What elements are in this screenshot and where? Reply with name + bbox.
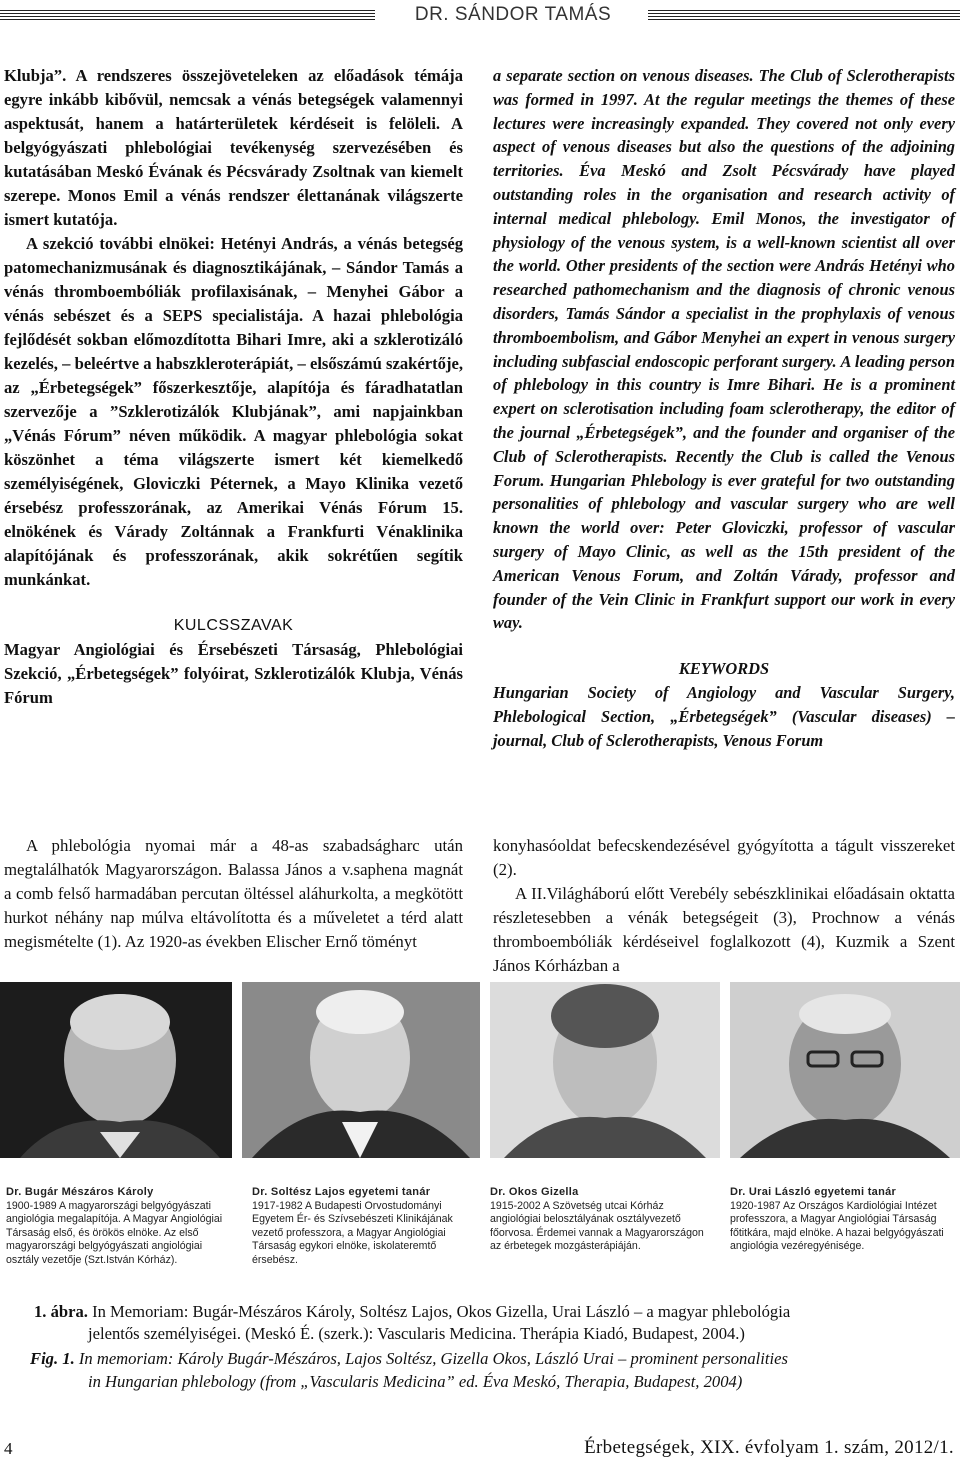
body-text-right — [493, 834, 955, 978]
photo-caption-4 — [730, 1186, 955, 1254]
keywords-heading-en: KEYWORDS — [678, 659, 770, 679]
photo-caption-3-name: Dr. Okos Gizella — [490, 1186, 579, 1198]
portrait-photo-bugar-meszaros — [0, 982, 232, 1158]
abstract-hu-paragraph-2: A szekció további elnökei: Hetényi András, a vénás betegség patomechanizmusának és diagnosztikájának, – Sándor Tamás a vénás thromboembóliák profilaxisának, – Menyhei Gábor a vénás sebészet és a SEPS specialistája. A hazai phlebológia fejlődését sokban előmozdította Bihari Imre, aki a szklerotizáló kezelés, – beleértve a habszkleroterápiát, – elsőszámú szakértője, az „Érbetegségek” főszerkesztője, alapítója és fáradhatatlan szervezője a ”Szklerotizálók Klubjának”, ami napjainkban „Vénás Fórum” néven működik. A magyar phlebológia sokat köszönhet a téma világszerte ismert két kiemelkedő személyiségének, Gloviczki Péternek, a Mayo Klinika vezető érsebész professzorának, az Amerikai Vénás Fórum 15. elnökének és Várady Zoltánnak a Frankfurti Vénaklinika alapítójának és professzorának, akik sokrétűen segítik munkánkat. — [4, 234, 463, 589]
body-right-paragraph-2: A II.Világháború előtt Verebély sebészklinikai előadásain oktatta részletesebben a vénák betegségeit (3), Prochnow a vénás thromboembóliák kérdéseivel foglalkozott (4), Kuzmik a Szent János Kórházban a — [493, 884, 955, 975]
portrait-photos — [0, 982, 960, 1158]
figure-caption-hu-line-1 — [34, 1301, 790, 1323]
portrait-captions — [0, 1186, 960, 1296]
body-right-paragraph-1: konyhasóoldat befecskendezésével gyógyította a tágult visszereket (2). — [493, 836, 955, 879]
photo-caption-4-name: Dr. Urai László egyetemi tanár — [730, 1186, 897, 1198]
running-title: DR. SÁNDOR TAMÁS — [414, 4, 612, 25]
photo-caption-1-name: Dr. Bugár Mészáros Károly — [6, 1186, 154, 1198]
keywords-heading-hu: KULCSSZAVAK — [173, 617, 294, 634]
figure-label-hu: 1. ábra. — [34, 1302, 88, 1321]
abstract-hu-paragraph-1: Klubja”. A rendszeres összejöveteleken az előadások témája egyre inkább kibővül, nemcsak a vénás betegségek valamennyi aspektusát, hanem a határterületek kérdéseit is felöleli. A belgyógyászati phlebológiai tevékenység szervezésében és kutatásában Meskó Évának és Pécsvárady Zsoltnak van kiemelt szerepe. Monos Emil a vénás rendszer élettanának világszerte ismert kutatója. — [4, 66, 463, 229]
portrait-photo-urai — [730, 982, 960, 1158]
body-text-left — [4, 834, 463, 954]
abstract-hungarian — [4, 64, 463, 710]
header-rule-right — [648, 10, 960, 22]
abstract-en-paragraph: a separate section on venous diseases. The Club of Sclerotherapists was formed in 1997. At the regular meetings the themes of these lectures were increasingly expanded. They covered not only every aspect of venous diseases but also the questions of the adjoining territories. Éva Meskó and Zsolt Pécsvárady have played outstanding roles in the organisation and research activity of internal medical phlebology. Emil Monos, the investigator of physiology of the venous system, is a well-known scientist all over the world. Other presidents of the section were András Hetényi who researched pathomechanism and the diagnosis of chronic venous disorders, Tamás Sándor a specialist in the prophylaxis of venous thromboembolism, and Gábor Menyhei an expert in venous surgery including subfascial endoscopic perforant surgery. A leading person of phlebology in this country is Imre Bihari. He is a prominent expert on sclerotisation including foam sclerotherapy, the editor of the journal „Érbetegségek”, and the founder and organiser of the Club of Sclerotherapists. Recently the Club is called the Venous Forum. Hungarian Phlebology is ever grateful for two outstanding personalities of phlebology and vascular surgery who are well known the world over: Peter Gloviczki, professor of vascular surgery of Mayo Clinic, as well as the 15th president of the American Venous Forum, and Zoltán Várady, professor and founder of the Vein Clinic in Frankfurt support our work in every way. — [493, 66, 955, 633]
photo-caption-2-name: Dr. Soltész Lajos egyetemi tanár — [252, 1186, 431, 1198]
journal-footer: Érbetegségek, XIX. évfolyam 1. szám, 2012/1. — [584, 1437, 954, 1458]
figure-caption-en-line-1 — [30, 1348, 788, 1370]
portrait-photo-okos-gizella — [490, 982, 720, 1158]
photo-caption-4-text: 1920-1987 Az Országos Kardiológiai Intézet professzora, a Magyar Angiológiai Társaság főtitkára, majd elnöke. A hazai belgyógyászati angiológia vezéregyénisége. — [730, 1199, 944, 1253]
keywords-en: Hungarian Society of Angiology and Vascular Surgery, Phlebological Section, „Érbetegségek” (Vascular diseases) – journal, Club of Sclerotherapists, Venous Forum — [493, 682, 955, 750]
body-left-paragraph: A phlebológia nyomai már a 48-as szabadságharc után megtalálhatók Magyarországon. Balassa János a v.saphena magnát a comb felső harmadában percutan öltéssel aláhurkolta, a megkötött hurkot néhány nap múlva eltávolította és a műveletet a térd alatt megismételte (1). Az 1920-as években Elischer Ernő töményt — [4, 836, 463, 951]
portrait-photo-soltesz — [242, 982, 480, 1158]
photo-caption-3-text: 1915-2002 A Szövetség utcai Kórház angiológiai belosztályának osztályvezető főorvosa. Érdemei vannak a Magyarországon az érbetegek mozgásterápiáján. — [490, 1199, 704, 1253]
figure-caption-en-line-2: in Hungarian phlebology (from „Vascularis Medicina” ed. Éva Meskó, Therapia, Budapest, 2004) — [88, 1372, 743, 1391]
abstract-english — [493, 64, 955, 752]
photo-caption-2 — [252, 1186, 477, 1268]
header-rule-left — [0, 10, 375, 22]
figure-caption-en-text-1: In memoriam: Károly Bugár-Mészáros, Lajos Soltész, Gizella Okos, László Urai – prominent personalities — [74, 1349, 788, 1368]
keywords-hu: Magyar Angiológiai és Érsebészeti Társaság, Phlebológiai Szekció, „Érbetegségek” folyóirat, Szklerotizálók Klubja, Vénás Fórum — [4, 640, 463, 707]
photo-caption-3 — [490, 1186, 715, 1254]
photo-caption-1 — [6, 1186, 228, 1268]
figure-caption-hu-line-2: jelentős személyiségei. (Meskó É. (szerk.): Vascularis Medicina. Therápia Kiadó, Budapest, 2004.) — [88, 1324, 745, 1343]
figure-label-en: Fig. 1. — [30, 1349, 75, 1368]
page-number: 4 — [4, 1439, 13, 1458]
photo-caption-1-text: 1900-1989 A magyarországi belgyógyászati angiológia megalapítója. A Magyar Angiológiai Társaság első, és örökös elnöke. Az első magyarországi belgyógyászati angiológiai osztály vezetője (Szt.István Kórház). — [6, 1199, 223, 1266]
figure-caption-hu-text-1: In Memoriam: Bugár-Mészáros Károly, Soltész Lajos, Okos Gizella, Urai László – a magyar phlebológia — [87, 1302, 791, 1321]
photo-caption-2-text: 1917-1982 A Budapesti Orvostudományi Egyetem Ér- és Szívsebészeti Klinikájának vezető professzora, a Magyar Angiológiai Társaság egykori elnöke, iskolateremtő érsebész. — [252, 1199, 453, 1266]
